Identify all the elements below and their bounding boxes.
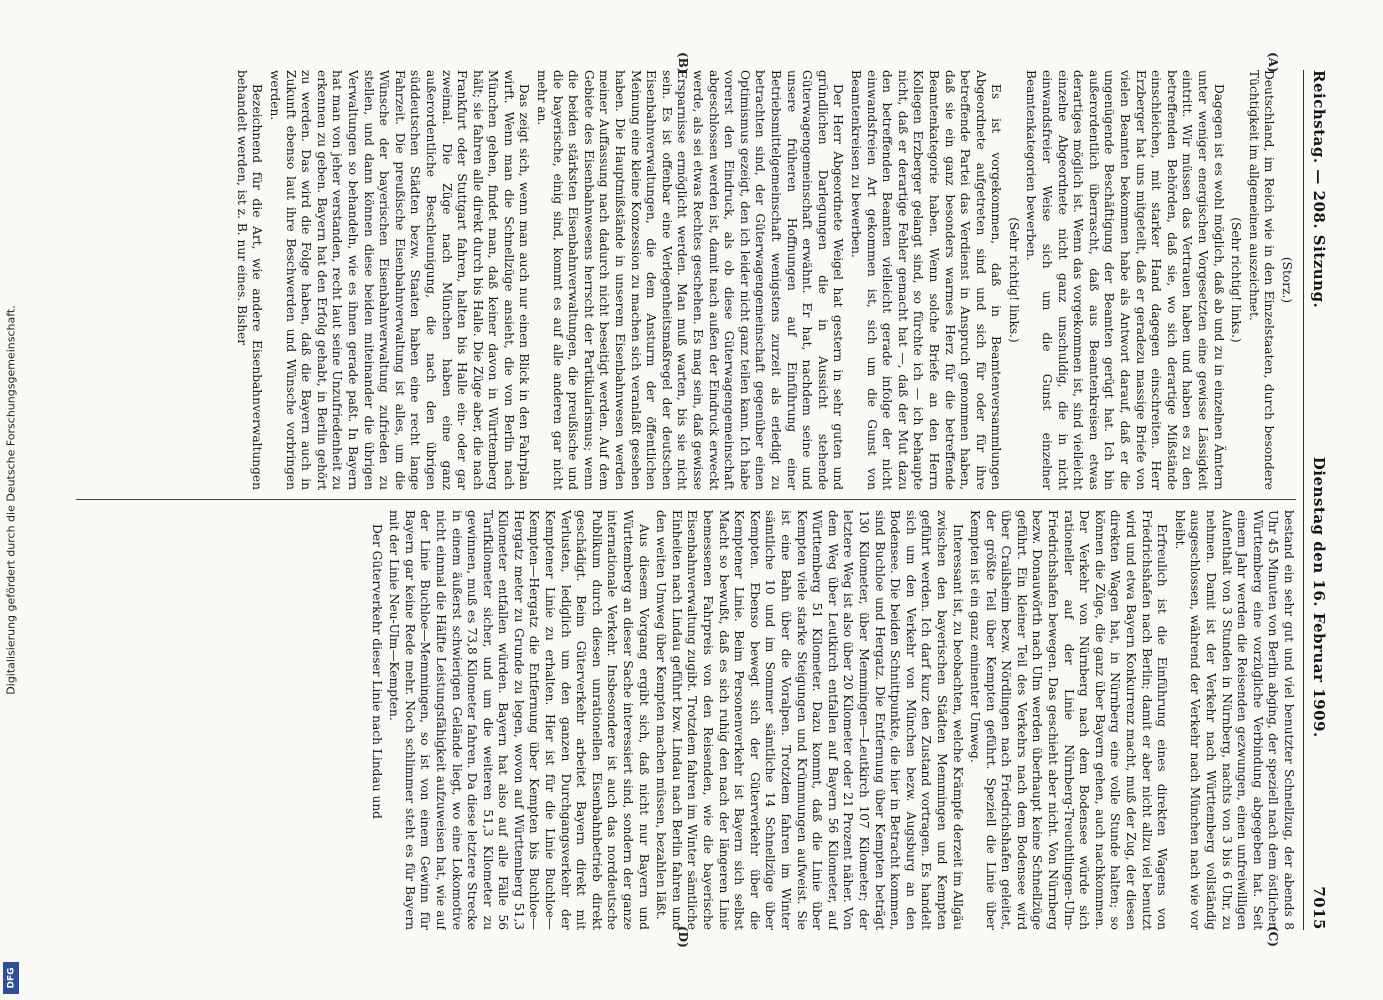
paragraph: Dagegen ist es wohl möglich, daß ab und zu in einzelnen Ämtern unter weniger energischen Vorgesetzten eine gewisse Lässigkeit eintritt. Wir müssen das Vertrauen haben und haben es zu den betreffenden Behörden, daß sie, wo sich derartige Mißstände einschleichen, mit starker Hand dagegen einschreiten. Herr Erzberger hat uns mitgeteilt, daß er geradezu massige Briefe von vielen Beamten bekommen habe als Antwort darauf, daß er die ungenügende Beschäftigung der Beamten gerügt hat. Ich bin außerordentlich überrascht, daß aus Beamtenkreisen etwas derartiges möglich ist. Wenn das vorgekommen ist, sind vielleicht einzelne Abgeordnete nicht ganz unschuldig, die in nicht einwandsfreier Weise sich um die Gunst einzelner Beamtenkategorien bewerben. [1024, 70, 1226, 490]
paragraph: Das zeigt sich, wenn man auch nur einen Blick in den Fahrplan wirft. Wenn man die Schnellzüge ansieht, die von Berlin nach München gehen, findet man, daß keiner davon in Württemberg hält; sie fahren alle direkt durch bis Halle. Die Züge aber, die nach Frankfurt oder Stuttgart fahren, halten bis Halle ein- oder gar zweimal. Die Züge nach München haben eine ganz außerordentliche Beschleunigung, die nach den übrigen süddeutschen Städten bezw. Staaten haben eine recht lange Fahrzeit. Die preußische Eisenbahnverwaltung ist alles, um die Wünsche der bayerischen Eisenbahnverwaltung zufrieden zu stellen, und dann können diese beiden miteinander die übrigen Verwaltungen so behandeln, wie es ihnen gerade paßt. In Bayern hat man von jeher verstanden, recht laut seine Unzufriedenheit zu erkennen zu geben. Bayern hat den Erfolg gehabt, in Berlin gehört zu werden. Das wird die Folge haben, daß die Bayern auch in Zukunft ebenso laut ihre Beschwerden und Wünsche vorbringen werden. [268, 70, 532, 490]
header-date: Dienstag den 16. Februar 1909. [1310, 456, 1328, 738]
paragraph: Bezeichnend für die Art, wie andere Eisenbahnverwaltungen behandelt werden, ist z. B. nur eines. Bisher [234, 70, 265, 490]
header-rule [1303, 70, 1304, 930]
paragraph: Der Herr Abgeordnete Weigel hat gestern in sehr guten und gründlichen Darlegungen die in Aussicht stehende Güterwagengemeinschaft erwähnt. Er hat, nachdem seine und unsere früheren Hoffnungen auf Einführung einer Betriebsmittelgemeinschaft wenigstens zurzeit als erledigt zu betrachten sind, der Güterwagengemeinschaft gegenüber einen Optimismus gezeigt, den ich leider nicht ganz teilen kann. Ich habe vorerst den Eindruck, als ob diese Güterwagengemeinschaft abgeschlossen werden ist, damit nach außen der Eindruck erweckt werde, als sei etwas Rechtes geschehen. Es mag sein, daß gewisse Ersparnisse ermöglicht werden. Man muß warten, bis sie nicht sein. Es ist offenbar eine Verlegenheitsmaßregel der deutschen Eisenbahnverwaltungen, die dem Ansturm der öffentlichen Meinung eine kleine Konzession zu machen sich veranlaßt gesehen haben. Die Hauptmißstände in unserem Eisenbahnwesen werden meiner Auffassung nach dadurch nicht beseitigt werden. Auf dem Gebiete des Eisenbahnwesens herrscht der Partikularismus; wenn die beiden stärksten Eisenbahnverwaltungen, die preußische und die bayerische, einig sind, kommt es auf alle anderen gar nicht mehr an. [535, 70, 846, 490]
header-title: Reichstag. — 208. Sitzung. [1310, 70, 1328, 309]
dfg-logo: DFG [3, 962, 19, 994]
page-number: 7015 [1310, 886, 1328, 930]
margin-marker-a: (A) [1266, 52, 1280, 73]
left-column [76, 70, 1296, 490]
interjection: (Sehr richtig! links.) [1229, 217, 1244, 343]
right-column [76, 510, 1296, 930]
page-header [1306, 70, 1332, 930]
rotated-page [60, 50, 1340, 950]
speaker-name: (Storz.) [1280, 256, 1294, 304]
page-content-area [60, 50, 1340, 950]
paragraph: Erfreulich ist die Einführung eines direkten Wagens von Friedrichshafen nach Berlin; damit er aber nicht allzu viel benutzt wird und etwa Bayern Konkurrenz macht, muß der Zug, der diesen direkten Wagen hat, in Nürnberg eine volle Stunde halten; so können die Züge, die ganz über Bayern gehen, auch nachkommen. Der Verkehr von Nürnberg nach dem Bodensee würde sich rationeller auf der Linie Nürnberg-Treuchtlingen-Ulm-Friedrichshafen bewegen. Das geschieht aber nicht. Von Nürnberg bezw. Donauwörth nach Ulm werden überhaupt keine Schnellzüge geführt. Ein kleiner Teil des Verkehrs nach dem Bodensee wird über Crailsheim bezw. Nördlingen nach Friedrichshafen geleitet, der größte Teil über Kempten geführt. Speziell die Linie über Kempten ist ein ganz eminenter Umweg. [968, 510, 1170, 930]
paragraph: Aus diesem Vorgang ergibt sich, daß nicht nur Bayern und Württemberg an dieser Sache interessiert sind, sondern der ganze internationale Verkehr. Insbesondere ist auch das norddeutsche Publikum durch diesen unrationellen Eisenbahnbetrieb direkt geschädigt. Beim Güterverkehr arbeitet Bayern direkt mit Verlusten, lediglich um den ganzen Durchgangsverkehr der Kemptener Linie zu erhalten. Hier ist für die Linie Buchloe—Kempten—Hergatz die Entfernung über Kempten bis Buchloe—Hergatz meter zu Grunde zu legen, wovon auf Württemberg 51,3 Kilometer entfallen würden. Bayern hat also auf alle Fälle 56 Tarifkilometer sicher, und um die weiteren 51,3 Kilometer zu gewinnen, muß es 73,8 Kilometer fahren. Da diese letztere Strecke in einem äußerst schwierigen Gelände liegt, wo eine Lokomotive nicht einmal die Hälfte Leistungsfähigkeit aufzuweisen hat, wie auf der Linie Buchloe—Memmingen, so ist von einem Gewinn für Bayern gar keine Rede mehr. Noch schlimmer steht es für Bayern mit der Linie Neu-Ulm—Kempten. [387, 510, 651, 930]
digitization-strip [0, 0, 22, 1000]
margin-marker-b: (B) [676, 52, 690, 74]
paragraph: Interessant ist, zu beobachten, welche Krämpfe derzeit im Allgäu zwischen den bayerischen Städten Memmingen und Kempten geführt werden. Ich darf kurz den Zustand vortragen. Es handelt sich um den Verkehr von München bezw. Augsburg an den Bodensee. Die beiden Schnittpunkte, die hier in Betracht kommen, sind Buchloe und Hergatz. Die Entfernung über Kempten beträgt 130 Kilometer, über Memmingen—Leutkirch 107 Kilometer; der letztere Weg ist also über 20 Kilometer oder 21 Prozent näher. Von dem Weg über Leutkirch entfallen auf Bayern 56 Kilometer, auf Württemberg 51 Kilometer. Dazu kommt, daß die Linie über Kempten viele starke Steigungen und Krümmungen aufweist. Sie ist eine Bahn über die Voralpen. Trotzdem fahren im Winter sämtliche 10 und im Sommer sämtliche 14 Schnellzüge über Kempten. Ebenso bewegt sich der Güterverkehr über die Kemptener Linie. Beim Personenverkehr ist Bayern sich selbst Macht so bewußt, daß es sich ruhig den nach der längeren Linie bemessenen Fahrpreis von den Reisenden, wie die bayerische Eisenbahnverwaltung zugibt. Trotzdem fahren im Winter sämtliche Einheiten nach Lindau geführt bzw. Lindau nach Berlin fahren und den weiten Umweg über Kempten machen müssen, bezahlen läßt. [654, 510, 965, 930]
interjection: (Sehr richtig! links.) [1006, 217, 1021, 343]
paragraph: Es ist vorgekommen, daß in Beamtenversammlungen Abgeordnete aufgetreten sind und sich für oder für ihre betreffende Partei das Verdienst in Anspruch genommen haben, daß sie ein ganz besonders warmes Herz für die betreffende Beamtenkategorie haben. Wenn solche Briefe an den Herrn Kollegen Erzberger gelangt sind, so fürchte ich — ich behaupte nicht, daß er derartige Fehler gemacht hat —, daß der Mut dazu den betreffenden Beamten vielleicht gerade infolge der nicht einwandsfreien Art gekommen ist, sich um die Gunst von Beamtenkreisen zu bewerben. [848, 70, 1004, 490]
column-divider [76, 499, 1296, 500]
paragraph: Deutschland, im Reich wie in den Einzelstaaten, durch besondere Tüchtigkeit im allgemeinen auszeichnet. [1246, 70, 1277, 490]
margin-marker-d: (D) [676, 926, 690, 948]
paragraph: bestand ein sehr gut und viel benutzter Schnellzug, der abends 8 Uhr 45 Minuten von Berlin abging, der speziell nach dem östlichen Württemberg eine vorzügliche Verbindung abgegeben hat. Seit einem Jahr werden die Reisenden gezwungen, einen unfreiwilligen Aufenthalt von 3 Stunden in Nürnberg, nachts von 3 bis 6 Uhr, zu nehmen. Damit ist der Verkehr nach Württemberg vollständig ausgeschlossen, während der Verkehr nach München nach wie vor bleibt. [1172, 510, 1296, 930]
paragraph: Der Güterverkehr dieser Linie nach Lindau und [369, 524, 384, 819]
digitization-note: Digitalisierung gefördert durch die Deutsche Forschungsgemeinschaft. [4, 305, 18, 695]
margin-marker-c: (C) [1266, 926, 1280, 947]
